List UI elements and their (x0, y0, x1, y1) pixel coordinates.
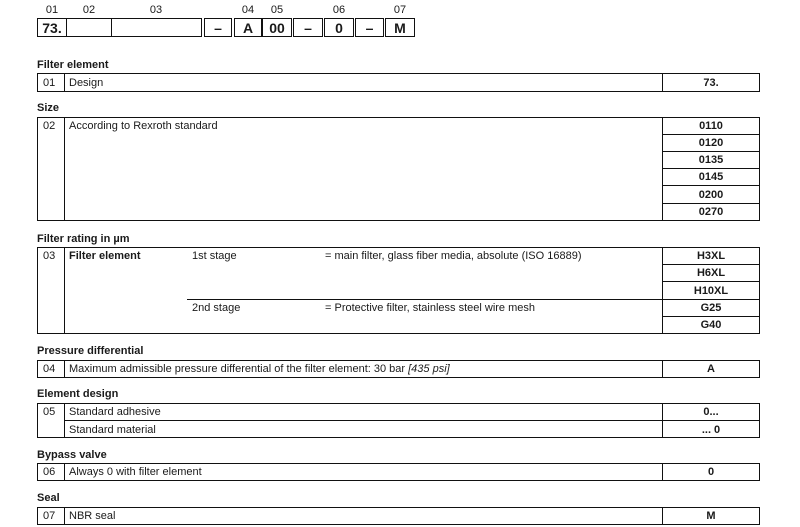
code-box (66, 18, 112, 37)
rating-code: G25 (700, 302, 722, 314)
row-description (69, 363, 450, 375)
row-number: 05 (43, 406, 56, 418)
position-number: 07 (393, 4, 407, 16)
section-title-element-design: Element design (37, 388, 119, 400)
code-box: 0 (324, 18, 354, 37)
row-code: 73. (703, 77, 719, 89)
row-code: 0 (707, 466, 715, 478)
rating-code: H3XL (696, 250, 726, 262)
code-box: 73. (37, 18, 67, 37)
seal-row (37, 507, 760, 525)
position-number: 04 (241, 4, 255, 16)
rating-code: H6XL (696, 267, 726, 279)
size-code: 0110 (699, 120, 723, 132)
code-box: 00 (262, 18, 292, 37)
position-number: 06 (332, 4, 346, 16)
section-title-pressure: Pressure differential (37, 345, 144, 357)
row-number: 07 (43, 510, 56, 522)
row-number: 04 (43, 363, 56, 375)
section-title-filter-rating: Filter rating in µm (37, 233, 130, 245)
code-separator: – (355, 18, 384, 37)
size-code: 0120 (698, 137, 724, 149)
row-description: Always 0 with filter element (69, 466, 202, 478)
size-code: 0145 (698, 171, 724, 183)
position-number: 03 (149, 4, 163, 16)
code-separator: – (204, 18, 232, 37)
rating-code: H10XL (693, 285, 729, 297)
stage-1-label: 1st stage (192, 250, 237, 262)
code-box: A (234, 18, 262, 37)
code-box (111, 18, 202, 37)
position-number: 01 (45, 4, 59, 16)
row-number: 02 (43, 120, 56, 132)
row-code: A (707, 363, 715, 375)
size-code: 0135 (698, 154, 724, 166)
filter-element-label: Filter element (69, 250, 141, 262)
position-number: 05 (270, 4, 284, 16)
row-description: According to Rexroth standard (69, 120, 218, 132)
row-number: 06 (43, 466, 56, 478)
size-block (37, 117, 760, 221)
row-number: 03 (43, 250, 56, 262)
size-code: 0270 (698, 206, 724, 218)
pressure-note: [435 psi] (408, 363, 450, 375)
row-description: Design (69, 77, 104, 89)
rating-code: G40 (700, 319, 722, 331)
section-title-filter-element: Filter element (37, 59, 109, 71)
section-title-bypass: Bypass valve (37, 449, 107, 461)
filter-element-row (37, 73, 760, 92)
position-number: 02 (82, 4, 96, 16)
stage-2-description: = Protective filter, stainless steel wire mesh (325, 302, 535, 314)
row-description: Standard material (69, 424, 156, 436)
section-title-size: Size (37, 102, 60, 114)
row-description: Standard adhesive (69, 406, 161, 418)
row-description: NBR seal (69, 510, 116, 522)
size-code: 0200 (698, 189, 724, 201)
code-box: M (385, 18, 415, 37)
row-number: 01 (43, 77, 56, 89)
row-code: 0... (703, 406, 719, 418)
row-code: ... 0 (701, 424, 721, 436)
stage-2-label: 2nd stage (192, 302, 241, 314)
section-title-seal: Seal (37, 492, 60, 504)
stage-1-description: = main filter, glass fiber media, absolute (ISO 16889) (325, 250, 582, 262)
row-code: M (706, 510, 716, 522)
pressure-description: Maximum admissible pressure differential of the filter element: 30 bar (69, 363, 406, 375)
code-separator: – (293, 18, 323, 37)
